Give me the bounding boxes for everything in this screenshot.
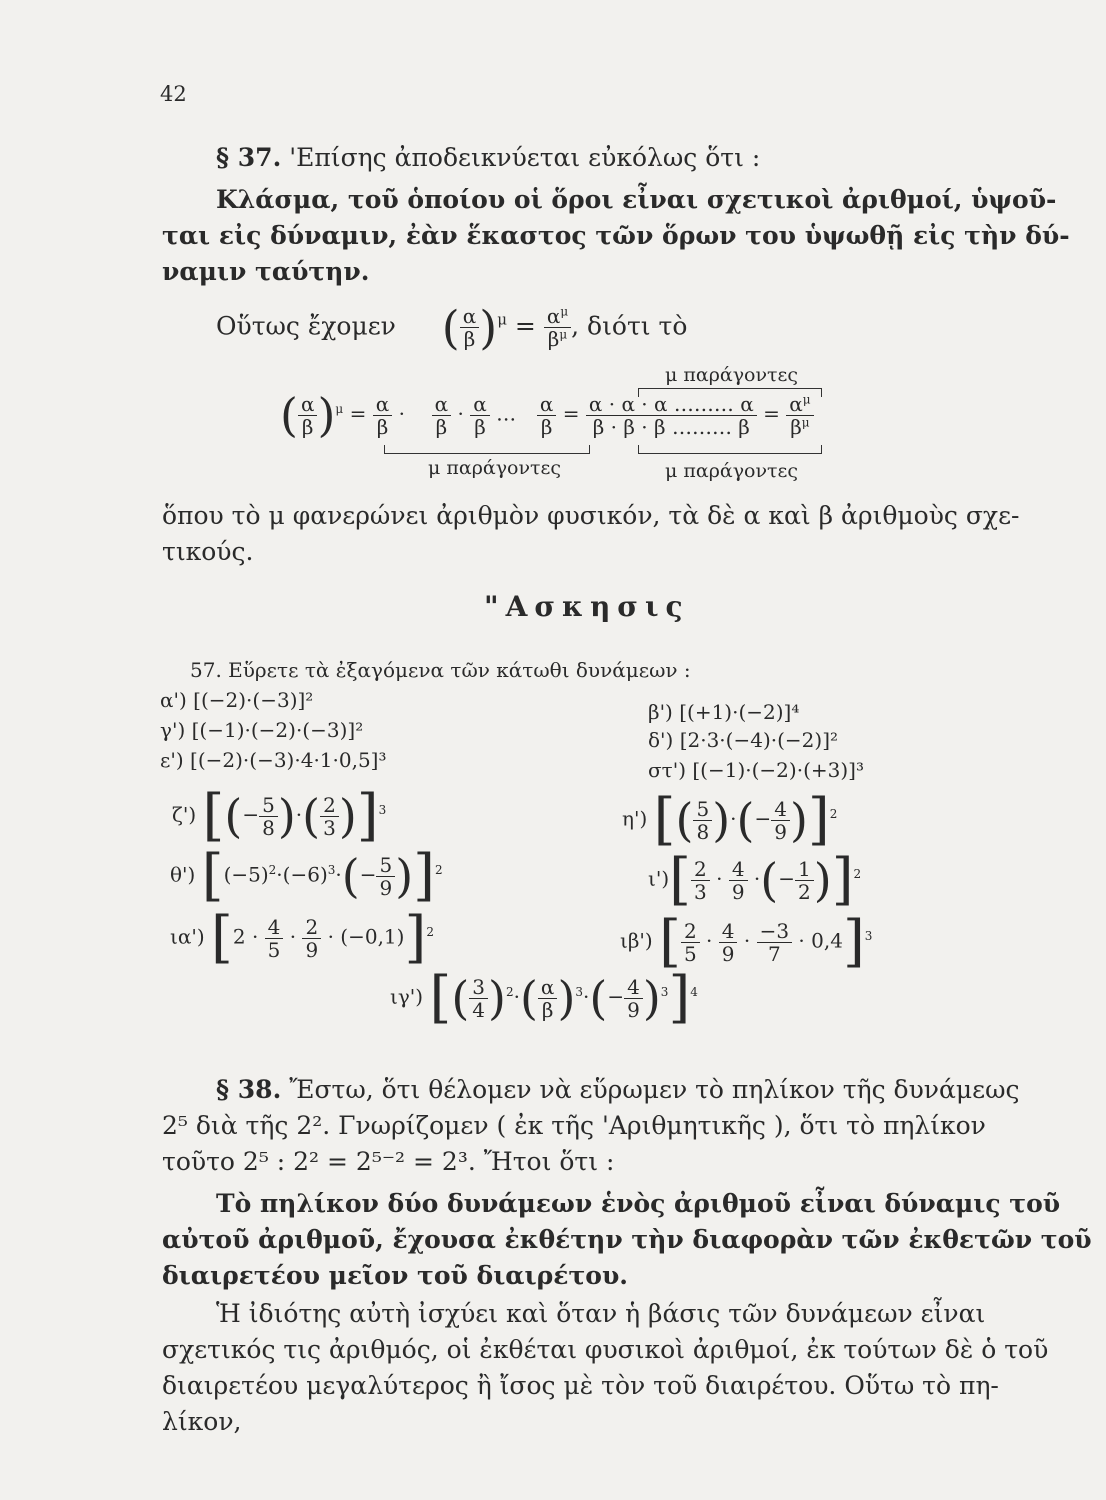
- exercise-st: στ') [(−1)·(−2)·(+3)]³: [648, 758, 864, 782]
- expanded-formula: ( $\frac{\alpha}{\beta}$ )$^\mu$ = $\frac{\alpha}{\beta}$ · $\frac{\alpha}{\beta}$ · $\frac{\alpha}{\beta}$ … $\frac{\alpha}{\beta}$ = $\frac{\alpha \cdot \alpha \cdot \alpha \dots\dots\dots \alpha}{\beta \cdot \beta \cdot \beta \dots\dots\dots \beta}$ = $\frac{\alpha^\mu}{\beta^\mu}$: [280, 392, 814, 438]
- mu-factors-label-left: μ παράγοντες: [428, 457, 562, 479]
- s37-where-line-2: τικούς.: [162, 537, 254, 566]
- s38-rule-line-3: διαιρετέου μεῖον τοῦ διαιρέτου.: [162, 1261, 629, 1290]
- exercise-a: α') [(−2)·(−3)]²: [160, 688, 314, 712]
- s37-rule-line-3: ναμιν ταύτην.: [162, 257, 370, 286]
- exercise-h: η') [( $\frac{5}{8}$ )·(− $\frac{4}{9}$ )]$^2$: [622, 787, 838, 852]
- exercise-ig: ιγ') [( $\frac{3}{4}$ )$^2$·( $\frac{\alpha}{\beta}$ )$^3$·(− $\frac{4}{9}$ )$^3$]$^4$: [390, 965, 698, 1030]
- exercise-c: γ') [(−1)·(−2)·(−3)]²: [160, 718, 364, 742]
- s37-intro-text: 'Επίσης ἀποδεικνύεται εὐκόλως ὅτι :: [289, 143, 761, 172]
- s38-line-1: [216, 1072, 1019, 1108]
- exercise-ib-label: ιβ'): [620, 928, 653, 953]
- s37-intro: [216, 140, 760, 176]
- mu-factors-label-right: μ παράγοντες: [665, 460, 799, 482]
- s38-para-line-4: λίκον,: [162, 1407, 242, 1436]
- page-number: 42: [160, 82, 187, 106]
- exercise-ig-label: ιγ'): [390, 984, 424, 1009]
- s38-line-2: 2⁵ διὰ τῆς 2². Γνωρίζομεν ( ἐκ τῆς 'Αριθμητικῆς ), ὅτι τὸ πηλίκον: [162, 1111, 986, 1140]
- s38-line-1-text: Ἔστω, ὅτι θέλομεν νὰ εὕρωμεν τὸ πηλίκον τῆς δυνάμεως: [289, 1075, 1020, 1104]
- s37-heading: § 37.: [216, 143, 282, 172]
- s38-para-line-1: Ἡ ἰδιότης αὐτὴ ἰσχύει καὶ ὅταν ἡ βάσις τῶν δυνάμεων εἶναι: [216, 1299, 986, 1328]
- bottom-brace-right: [638, 445, 822, 454]
- s37-rule-line-1: Κλάσμα, τοῦ ὁποίου οἱ ὅροι εἶναι σχετικοὶ ἀριθμοί, ὑψοῦ-: [216, 185, 1057, 214]
- s37-rule-line-2: ται εἰς δύναμιν, ἐὰν ἕκαστος τῶν ὅρων του ὑψωθῇ εἰς τὴν δύ-: [162, 221, 1070, 250]
- s38-para-line-3: διαιρετέου μεγαλύτερος ἢ ἴσος μὲ τὸν τοῦ διαιρέτου. Οὕτω τὸ πη-: [162, 1371, 999, 1400]
- exercise-i-label: ι'): [648, 866, 670, 891]
- s38-rule-line-2: αὐτοῦ ἀριθμοῦ, ἔχουσα ἐκθέτην τὴν διαφορὰν τῶν ἐκθετῶν τοῦ: [162, 1225, 1092, 1254]
- exercise-57-prompt: 57. Εὕρετε τὰ ἐξαγόμενα τῶν κάτωθι δυνάμεων :: [190, 658, 691, 682]
- mu-factors-label-top: μ παράγοντες: [665, 364, 799, 386]
- power-of-fraction: ( $\frac{\alpha}{\beta}$ )$^\mu$: [441, 300, 507, 355]
- exercise-th: θ') [$(-5)^2\cdot(-6)^3\cdot(-$ $\frac{5}{9}$ )]$^2$: [170, 843, 443, 908]
- exercises-title: "Ασκησις: [484, 590, 690, 623]
- exercise-th-label: θ'): [170, 862, 196, 887]
- exercise-i: ι')[ $\frac{2}{3}$ · $\frac{4}{9}$ ·(− $\frac{1}{2}$ )]$^2$: [648, 847, 862, 912]
- because-text: , διότι τὸ: [571, 311, 688, 341]
- s38-heading: § 38.: [216, 1075, 282, 1104]
- exercise-z-label: ζ'): [172, 802, 197, 827]
- s38-line-3: τοῦτο 2⁵ : 2² = 2⁵⁻² = 2³. Ἤτοι ὅτι :: [162, 1147, 615, 1176]
- fraction-of-powers: $\frac{\alpha^\mu}{\beta^\mu}$: [544, 305, 571, 350]
- so-we-have-text: Οὕτως ἔχομεν: [216, 311, 396, 341]
- s38-rule-line-1: Τὸ πηλίκον δύο δυνάμεων ἑνὸς ἀριθμοῦ εἶναι δύναμις τοῦ: [216, 1189, 1061, 1218]
- exercise-ib: ιβ') [ $\frac{2}{5}$ · $\frac{4}{9}$ · $\frac{-3}{7}$ · 0,4]$^3$: [620, 909, 873, 974]
- exercise-h-label: η'): [622, 806, 648, 831]
- exercise-e: ε') [(−2)·(−3)·4·1·0,5]³: [160, 748, 387, 772]
- exercise-ia: ια') [2 · $\frac{4}{5}$ · $\frac{2}{9}$ · (−0,1)]$^2$: [170, 905, 434, 970]
- exercise-b: β') [(+1)·(−2)]⁴: [648, 700, 800, 724]
- s37-where-line-1: ὅπου τὸ μ φανερώνει ἀριθμὸν φυσικόν, τὰ δὲ α καὶ β ἀριθμοὺς σχε-: [162, 501, 1020, 530]
- exercise-ia-label: ια'): [170, 924, 205, 949]
- bottom-brace-left: [384, 445, 590, 454]
- exercise-d: δ') [2·3·(−4)·(−2)]²: [648, 728, 839, 752]
- s38-para-line-2: σχετικός τις ἀριθμός, οἱ ἐκθέται φυσικοὶ ἀριθμοί, ἐκ τούτων δὲ ὁ τοῦ: [162, 1335, 1049, 1364]
- s37-example-line: Οὕτως ἔχομεν ( $\frac{\alpha}{\beta}$ )$^\mu$ = $\frac{\alpha^\mu}{\beta^\mu}$ , διότι τὸ: [216, 300, 688, 355]
- exercise-z: ζ') [(− $\frac{5}{8}$ )·( $\frac{2}{3}$ )]$^3$: [172, 783, 387, 848]
